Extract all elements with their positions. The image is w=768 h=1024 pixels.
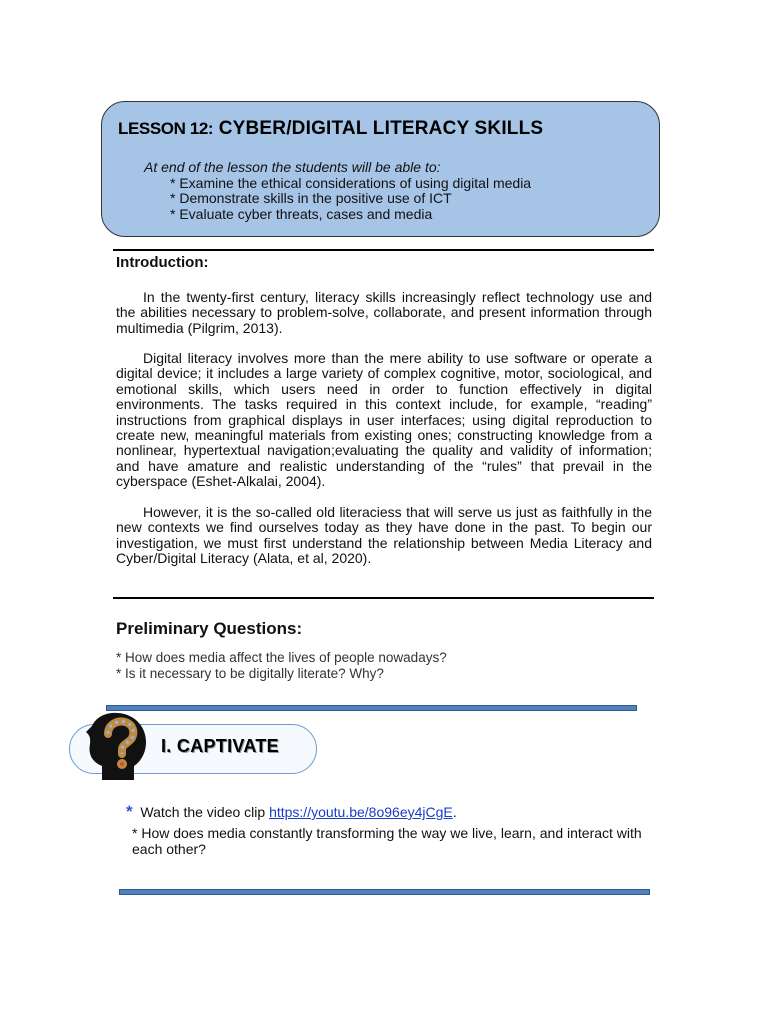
- intro-paragraph: Digital literacy involves more than the mere ability to use software or operate a digital device; it includes a large variety of complex cognitive, motor, sociological, and emotional skills, which users need in order to function effectively in digital environments. The tasks required in this context include, for example, “reading” instructions from graphical displays in user interfaces; using digital reproduction to create new, meaningful materials from existing ones; constructing knowledge from a nonlinear, hypertextual navigation;evaluating the quality and validity of information; and have amature and realistic understanding of the “rules” that prevail in the cyberspace (Eshet-Alkalai, 2004).: [116, 350, 652, 490]
- lesson-name: CYBER/DIGITAL LITERACY SKILLS: [218, 118, 544, 139]
- section-bar: [106, 705, 637, 711]
- objective-item: * Evaluate cyber threats, cases and media: [170, 205, 433, 222]
- captivate-title: I. CAPTIVATE: [161, 736, 279, 756]
- question-item: * Is it necessary to be digitally literate? Why?: [116, 665, 384, 681]
- divider: [113, 597, 654, 599]
- head-question-icon: [84, 712, 150, 780]
- preliminary-questions: [116, 650, 447, 681]
- preliminary-heading: Preliminary Questions:: [116, 619, 303, 638]
- section-bar: [119, 889, 650, 895]
- video-link[interactable]: https://youtu.be/8o96ey4jCgE: [269, 804, 453, 820]
- objectives-intro: At end of the lesson the students will be able to:: [144, 159, 441, 175]
- lesson-number: LESSON 12:: [118, 119, 214, 138]
- lesson-header-box: [101, 101, 660, 237]
- objective-item: * Demonstrate skills in the positive use of ICT: [170, 190, 452, 206]
- question-item: * How does media affect the lives of people nowadays?: [116, 650, 447, 665]
- learning-objectives: [144, 160, 531, 222]
- intro-paragraph: However, it is the so-called old literaciess that will serve us just as faithfully in the new contexts we find ourselves today as they have done in the past. To begin our investigation, we must first understand the relationship between Media Literacy and Cyber/Digital Literacy (Alata, et al, 2020).: [116, 504, 652, 567]
- watch-instruction: [126, 804, 457, 820]
- objective-item: * Examine the ethical considerations of using digital media: [170, 174, 532, 191]
- lesson-title: [118, 118, 543, 140]
- watch-text: Watch the video clip: [140, 804, 266, 820]
- introduction-heading: Introduction:: [116, 254, 209, 271]
- bullet-star: *: [126, 802, 133, 821]
- captivate-question: * How does media constantly transforming the way we live, learn, and interact with each other?: [132, 825, 642, 857]
- divider: [113, 249, 654, 251]
- intro-paragraph: In the twenty-first century, literacy skills increasingly reflect technology use and the abilities necessary to problem-solve, collaborate, and present information through multimedia (Pilgrim, 2013).: [116, 289, 652, 336]
- link-period: .: [452, 804, 457, 820]
